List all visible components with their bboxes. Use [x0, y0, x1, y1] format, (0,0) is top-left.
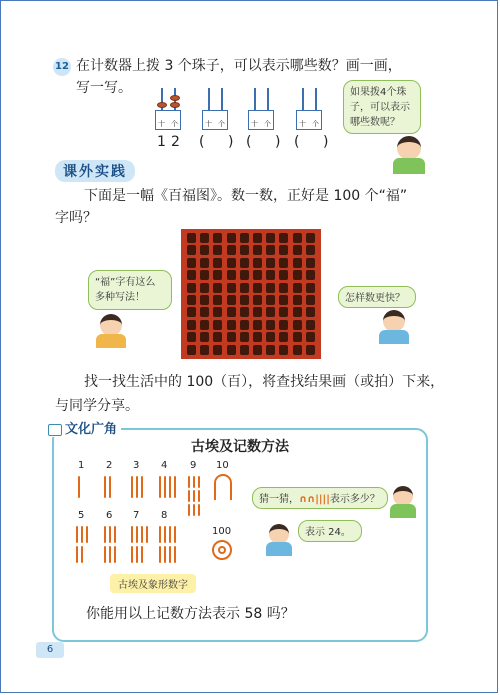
hieroglyph-stroke	[188, 504, 190, 516]
fu-character	[213, 345, 222, 355]
heel-bone-glyph-10	[214, 474, 232, 500]
speech-bubble-guess: 猜一猜，∩∩||||表示多少？	[252, 487, 388, 509]
fu-character	[293, 283, 302, 293]
speech-bubble-left: “福”字有这么多种写法！	[88, 270, 172, 310]
fu-character	[200, 245, 209, 255]
fu-character	[187, 283, 196, 293]
fu-character	[187, 245, 196, 255]
page-number: 6	[36, 642, 64, 658]
fu-character	[187, 233, 196, 243]
fu-character	[279, 307, 288, 317]
hieroglyph-stroke	[188, 490, 190, 502]
num-5: 5	[78, 510, 85, 521]
fu-character	[200, 295, 209, 305]
fu-character	[227, 307, 236, 317]
fu-character	[200, 258, 209, 268]
fu-character	[213, 295, 222, 305]
coil-rope-glyph-100	[212, 540, 232, 560]
fu-character	[253, 295, 262, 305]
fu-character	[279, 258, 288, 268]
hieroglyph-stroke	[198, 476, 200, 488]
fu-character	[279, 345, 288, 355]
hieroglyph-inline-icon: ∩∩||||	[299, 494, 330, 505]
hieroglyph-stroke	[193, 490, 195, 502]
fu-character	[227, 258, 236, 268]
fu-character	[266, 307, 275, 317]
fu-character	[213, 245, 222, 255]
fu-character	[227, 245, 236, 255]
fu-character	[253, 245, 262, 255]
section-title-practice: 课外实践	[55, 160, 135, 182]
fu-character	[279, 320, 288, 330]
hieroglyph-stroke	[188, 476, 190, 488]
fu-character	[200, 332, 209, 342]
hieroglyph-stroke	[141, 546, 143, 563]
fu-character	[266, 283, 275, 293]
fu-character	[293, 332, 302, 342]
fu-character	[227, 270, 236, 280]
culture-question: 你能用以上记数方法表示 58 吗？	[86, 606, 295, 622]
fu-character	[187, 307, 196, 317]
hieroglyph-stroke	[146, 526, 148, 543]
num-10: 10	[216, 460, 229, 471]
fu-character	[213, 332, 222, 342]
hieroglyph-stroke	[136, 546, 138, 563]
hieroglyph-stroke	[193, 504, 195, 516]
hieroglyph-stroke	[198, 504, 200, 516]
hieroglyph-stroke	[198, 490, 200, 502]
practice-text-line4: 与同学分享。	[55, 398, 139, 414]
fu-character	[293, 345, 302, 355]
fu-character	[227, 295, 236, 305]
num-4: 4	[161, 460, 168, 471]
fu-character	[306, 283, 315, 293]
fu-character	[213, 258, 222, 268]
num-100: 100	[212, 526, 232, 537]
fu-character	[240, 283, 249, 293]
fu-character	[306, 332, 315, 342]
fu-character	[240, 258, 249, 268]
fu-character	[227, 320, 236, 330]
practice-text-line2: 字吗？	[55, 210, 97, 226]
question-text-line2: 写一写。	[76, 80, 132, 96]
fu-character	[200, 307, 209, 317]
fu-character	[187, 332, 196, 342]
num-2: 2	[106, 460, 113, 471]
fu-character	[253, 270, 262, 280]
hieroglyph-stroke	[169, 526, 171, 543]
fu-character	[306, 245, 315, 255]
hieroglyph-stroke	[131, 526, 133, 543]
fu-character	[306, 320, 315, 330]
abacus-3: 十 个	[248, 88, 274, 130]
fu-character	[253, 258, 262, 268]
hieroglyph-caption: 古埃及象形数字	[110, 574, 196, 593]
fu-character	[200, 320, 209, 330]
baifu-poster-image	[181, 229, 321, 359]
book-icon	[48, 424, 62, 436]
fu-character	[240, 345, 249, 355]
fu-character	[279, 270, 288, 280]
hieroglyph-stroke	[109, 546, 111, 563]
hieroglyph-stroke	[136, 476, 138, 498]
hieroglyph-stroke	[164, 476, 166, 498]
fu-character	[253, 233, 262, 243]
fu-character	[253, 320, 262, 330]
hieroglyph-stroke	[114, 526, 116, 543]
fu-character	[213, 233, 222, 243]
practice-text-line3: 找一找生活中的 100（百），将查找结果画（或拍）下来，	[84, 374, 445, 390]
fu-character	[200, 345, 209, 355]
hieroglyph-stroke	[174, 476, 176, 498]
hieroglyph-stroke	[136, 526, 138, 543]
fu-character	[293, 295, 302, 305]
speech-bubble-right: 怎样数更快？	[338, 286, 416, 308]
blank-close-2: )	[275, 134, 281, 150]
fu-character	[187, 258, 196, 268]
culture-title: 古埃及记数方法	[191, 439, 289, 455]
fu-character	[240, 270, 249, 280]
blank-close-3: )	[323, 134, 329, 150]
blank-open-3: (	[294, 134, 300, 150]
fu-character	[279, 332, 288, 342]
fu-character	[200, 283, 209, 293]
fu-character	[240, 307, 249, 317]
num-9: 9	[190, 460, 197, 471]
fu-character	[279, 295, 288, 305]
fu-character	[240, 295, 249, 305]
hieroglyph-stroke	[141, 526, 143, 543]
hieroglyph-stroke	[109, 526, 111, 543]
fu-character	[253, 283, 262, 293]
fu-character	[213, 307, 222, 317]
speech-bubble-q12: 如果拨4个珠子，可以表示哪些数呢？	[343, 80, 421, 134]
hieroglyph-stroke	[159, 526, 161, 543]
hieroglyph-stroke	[169, 546, 171, 563]
fu-character	[266, 270, 275, 280]
fu-character	[266, 233, 275, 243]
num-3: 3	[133, 460, 140, 471]
abacus-1: 十 个	[155, 88, 181, 130]
fu-character	[293, 307, 302, 317]
hieroglyph-stroke	[193, 476, 195, 488]
fu-character	[266, 320, 275, 330]
fu-character	[306, 307, 315, 317]
hieroglyph-stroke	[76, 546, 78, 563]
answer-tens: 1	[157, 134, 166, 150]
fu-character	[240, 245, 249, 255]
fu-character	[293, 245, 302, 255]
fu-character	[293, 233, 302, 243]
fu-character	[306, 258, 315, 268]
fu-character	[240, 332, 249, 342]
fu-character	[213, 320, 222, 330]
hieroglyph-stroke	[164, 526, 166, 543]
fu-character	[266, 245, 275, 255]
fu-character	[187, 295, 196, 305]
num-6: 6	[106, 510, 113, 521]
fu-character	[227, 233, 236, 243]
fu-character	[266, 295, 275, 305]
hieroglyph-stroke	[114, 546, 116, 563]
fu-character	[187, 345, 196, 355]
fu-character	[213, 283, 222, 293]
hieroglyph-stroke	[104, 526, 106, 543]
hieroglyph-stroke	[104, 546, 106, 563]
fu-character	[266, 332, 275, 342]
hieroglyph-stroke	[104, 476, 106, 498]
fu-character	[266, 258, 275, 268]
fu-character	[293, 270, 302, 280]
num-8: 8	[161, 510, 168, 521]
question-text-line1: 在计数器上拨 3 个珠子，可以表示哪些数？画一画，	[76, 58, 402, 74]
hieroglyph-stroke	[141, 476, 143, 498]
fu-character	[227, 332, 236, 342]
hieroglyph-stroke	[109, 476, 111, 498]
fu-character	[306, 345, 315, 355]
hieroglyph-stroke	[174, 546, 176, 563]
blank-close-1: )	[228, 134, 234, 150]
fu-character	[306, 295, 315, 305]
fu-character	[266, 345, 275, 355]
fu-character	[253, 332, 262, 342]
fu-character	[306, 270, 315, 280]
culture-corner-tab: 文化广角	[44, 418, 121, 437]
num-1: 1	[78, 460, 85, 471]
fu-character	[227, 283, 236, 293]
fu-character	[187, 320, 196, 330]
hieroglyph-stroke	[164, 546, 166, 563]
practice-text-line1: 下面是一幅《百福图》。数一数，正好是 100 个“福”	[84, 188, 408, 204]
hieroglyph-stroke	[169, 476, 171, 498]
hieroglyph-stroke	[78, 476, 80, 498]
fu-character	[293, 320, 302, 330]
hieroglyph-stroke	[159, 476, 161, 498]
abacus-2: 十 个	[202, 88, 228, 130]
fu-character	[253, 345, 262, 355]
answer-ones: 2	[171, 134, 180, 150]
fu-character	[253, 307, 262, 317]
hieroglyph-stroke	[131, 476, 133, 498]
fu-character	[200, 270, 209, 280]
fu-character	[279, 245, 288, 255]
question-number-badge: 12	[53, 58, 71, 76]
fu-character	[240, 320, 249, 330]
fu-character	[293, 258, 302, 268]
blank-open-1: (	[199, 134, 205, 150]
fu-character	[279, 283, 288, 293]
hieroglyph-stroke	[159, 546, 161, 563]
fu-character	[187, 270, 196, 280]
abacus-4: 十 个	[296, 88, 322, 130]
hieroglyph-stroke	[76, 526, 78, 543]
blank-open-2: (	[246, 134, 252, 150]
fu-character	[240, 233, 249, 243]
fu-character	[279, 233, 288, 243]
fu-character	[213, 270, 222, 280]
fu-character	[306, 233, 315, 243]
hieroglyph-stroke	[86, 526, 88, 543]
hieroglyph-stroke	[81, 546, 83, 563]
hieroglyph-stroke	[174, 526, 176, 543]
hieroglyph-stroke	[81, 526, 83, 543]
fu-character	[227, 345, 236, 355]
num-7: 7	[133, 510, 140, 521]
hieroglyph-stroke	[131, 546, 133, 563]
speech-bubble-answer: 表示 24。	[298, 520, 362, 542]
fu-character	[200, 233, 209, 243]
